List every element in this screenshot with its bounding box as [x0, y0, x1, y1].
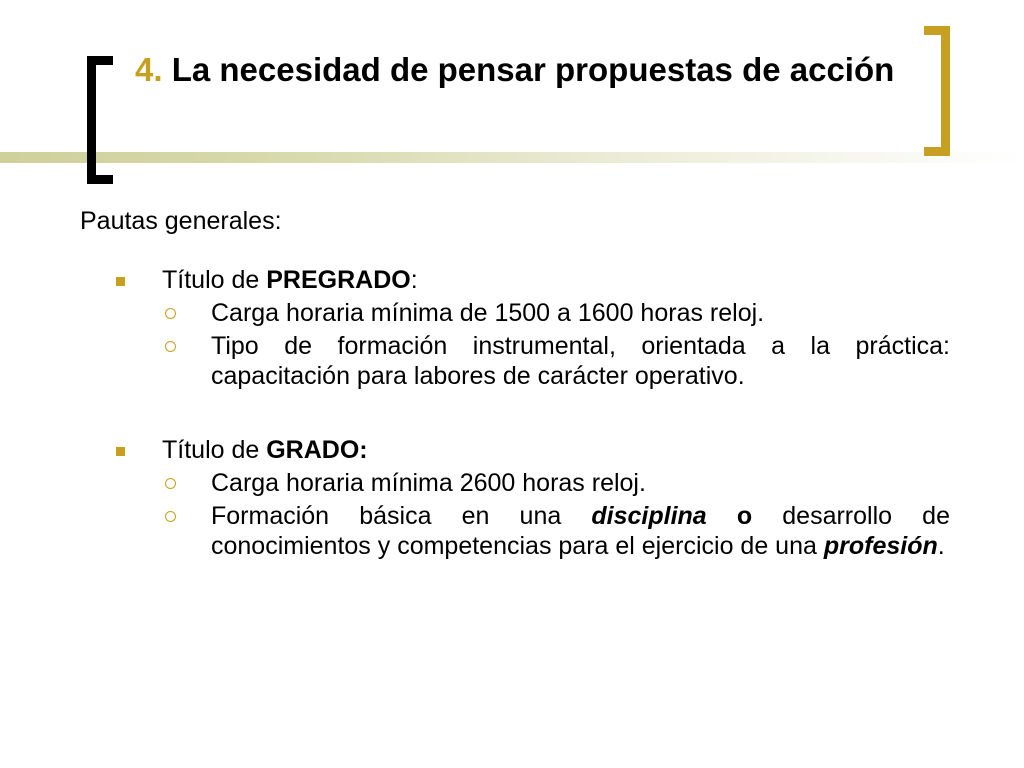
square-bullet-icon — [116, 277, 125, 286]
slide-title — [111, 50, 921, 90]
title-number: 4. — [135, 51, 163, 88]
list-item: Tipo de formación instrumental, orientada a la práctica: capacitación para labores de carácter operativo. — [110, 331, 950, 391]
square-bullet-icon — [116, 447, 125, 456]
list-item: Carga horaria mínima de 1500 a 1600 horas reloj. — [110, 298, 950, 328]
left-bracket-decoration — [87, 56, 113, 184]
title-text: La necesidad de pensar propuestas de acción — [171, 51, 895, 88]
right-bracket-decoration — [924, 26, 950, 156]
list-item: Carga horaria mínima 2600 horas reloj. — [110, 468, 950, 498]
list-item: Formación básica en una disciplina o desarrollo de conocimientos y competencias para el ejercicio de una profesión. — [110, 501, 950, 561]
circle-bullet-icon — [165, 308, 176, 319]
circle-bullet-icon — [165, 341, 176, 352]
subtitle: Pautas generales: — [80, 207, 282, 235]
section-heading-pregrado: Título de PREGRADO: — [110, 265, 950, 295]
section-heading-grado: Título de GRADO: — [110, 435, 950, 465]
decorative-gradient-band — [0, 152, 1024, 163]
circle-bullet-icon — [165, 478, 176, 489]
bullet-content — [110, 265, 950, 561]
circle-bullet-icon — [165, 511, 176, 522]
